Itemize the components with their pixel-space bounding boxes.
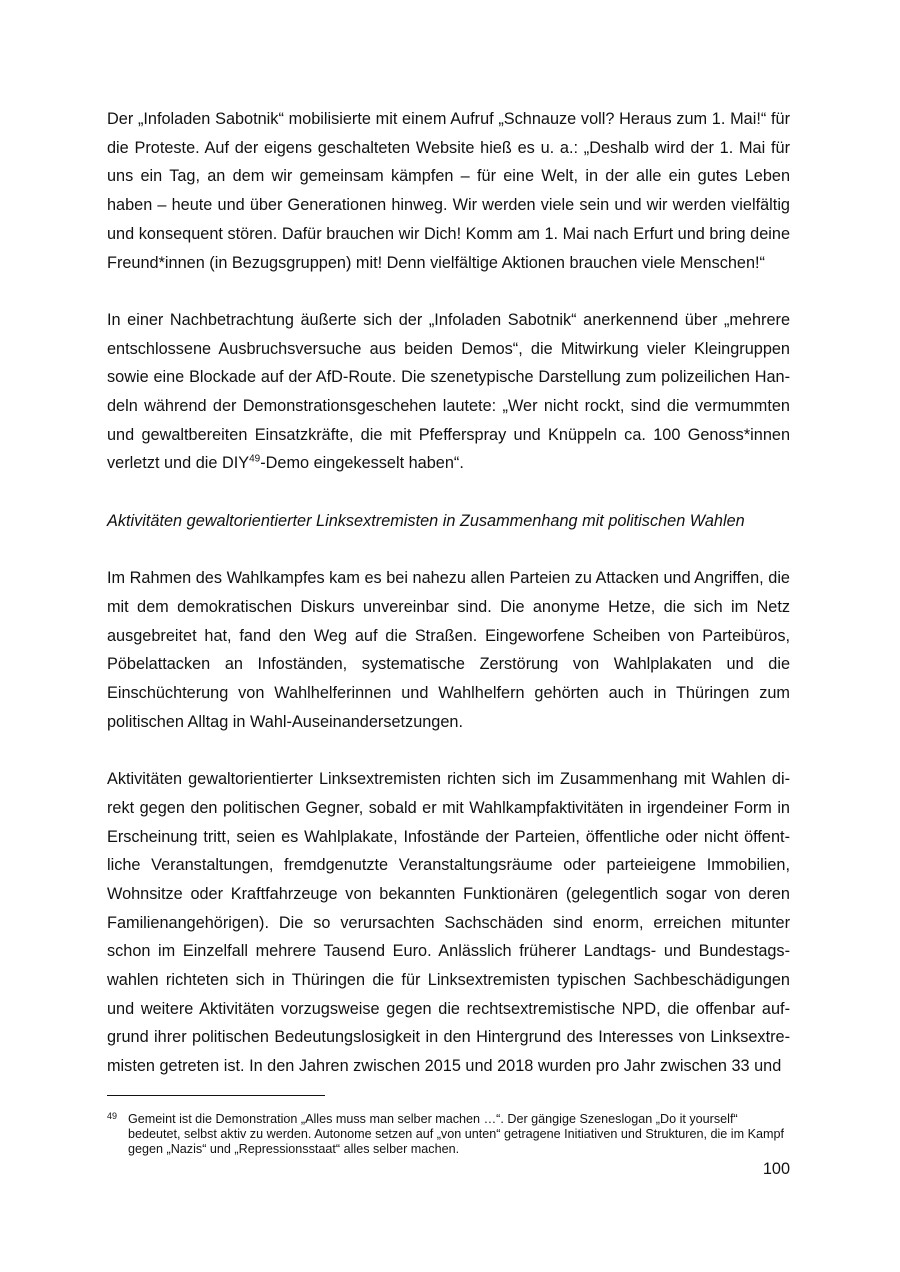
page-body bbox=[107, 105, 790, 1081]
paragraph-4: Aktivitäten gewaltorientierter Linksextremisten richten sich im Zusammenhang mit Wahlen direkt gegen den politischen Gegner, sobald er mit Wahlkampfaktivitäten in irgendeiner Form in Erscheinung tritt, seien es Wahlplakate, Infostände der Parteien, öffentliche oder nicht öffentliche Veranstaltungen, fremdgenutzte Veranstaltungsräume oder parteieigene Immobilien, Wohnsitze oder Kraftfahrzeuge von bekannten Funktionären (gelegentlich sogar von deren Familienangehörigen). Die so verursachten Sachschäden sind enorm, erreichen mitunter schon im Einzelfall mehrere Tausend Euro. Anlässlich früherer Landtags- und Bundestagswahlen richteten sich in Thüringen die für Linksextremisten typischen Sachbeschädigungen und weitere Aktivitäten vorzugsweise gegen die rechtsextremistische NPD, die offenbar aufgrund ihrer politischen Bedeutungslosigkeit in den Hintergrund des Interesses von Linksextremisten getreten ist. In den Jahren zwischen 2015 und 2018 wurden pro Jahr zwischen 33 und bbox=[107, 770, 790, 1076]
paragraph-spacer bbox=[107, 277, 790, 306]
page-number: 100 bbox=[762, 1160, 790, 1178]
paragraph-spacer bbox=[107, 536, 790, 565]
footnote-number: 49 bbox=[107, 1111, 118, 1121]
paragraph-3: Im Rahmen des Wahlkampfes kam es bei nahezu allen Parteien zu Attacken und Angriffen, die mit dem demokratischen Diskurs unvereinbar sind. Die anonyme Hetze, die sich im Netz ausgebreitet hat, fand den Weg auf die Straßen. Eingeworfene Scheiben von Parteibüros, Pöbelattacken an Infoständen, systematische Zerstörung von Wahlplakaten und die Einschüchterung von Wahlhelferinnen und Wahlhelfern gehörten auch in Thüringen zum politischen Alltag in Wahl-Auseinandersetzungen. bbox=[107, 569, 790, 731]
paragraph-1: Der „Infoladen Sabotnik“ mobilisierte mit einem Aufruf „Schnauze voll? Heraus zum 1. Mai!“ für die Proteste. Auf der eigens geschalteten Website hieß es u. a.: „Deshalb wird der 1. Mai für uns ein Tag, an dem wir gemeinsam kämpfen – für eine Welt, in der alle ein gutes Leben haben – heute und über Generationen hinweg. Wir werden viele sein und wir werden vielfältig und konsequent stören. Dafür brauchen wir Dich! Komm am 1. Mai nach Erfurt und bring deine Freund*innen (in Bezugsgruppen) mit! Denn vielfältige Aktionen brauchen viele Menschen!“ bbox=[107, 110, 790, 272]
footnote-49 bbox=[107, 1112, 790, 1157]
footnote-separator bbox=[107, 1095, 325, 1096]
footnote-text: Gemeint ist die Demonstration „Alles muss man selber machen …“. Der gängige Szeneslogan „Do it yourself“ bedeutet, selbst aktiv zu werden. Autonome setzen auf „von unten“ getragene Initiativen und Strukturen, die im Kampf gegen „Nazis“ und „Repressionsstaat“ alles selber machen. bbox=[128, 1112, 784, 1156]
paragraph-2-text-before-ref: In einer Nachbetrachtung äußerte sich der „Infoladen Sabotnik“ anerkennend über „mehrere entschlossene Ausbruchsversuche aus beiden Demos“, die Mitwirkung vieler Kleingruppen sowie eine Blockade auf der AfD-Route. Die szenetypische Darstellung zum polizeilichen Handeln während der Demonstrationsgeschehen lautete: „Wer nicht rockt, sind die vermummten und gewaltbereiten Einsatzkräfte, die mit Pfefferspray und Knüppeln ca. 100 Genoss*innen verletzt und die DIY bbox=[107, 310, 790, 473]
paragraph-2 bbox=[107, 306, 790, 478]
paragraph-spacer bbox=[107, 478, 790, 507]
section-heading: Aktivitäten gewaltorientierter Linksextremisten in Zusammenhang mit politischen Wahlen bbox=[107, 511, 745, 530]
footnote-reference-49[interactable]: 49 bbox=[249, 454, 261, 465]
paragraph-spacer bbox=[107, 736, 790, 765]
paragraph-2-text-after-ref: -Demo eingekesselt haben“. bbox=[260, 454, 464, 473]
